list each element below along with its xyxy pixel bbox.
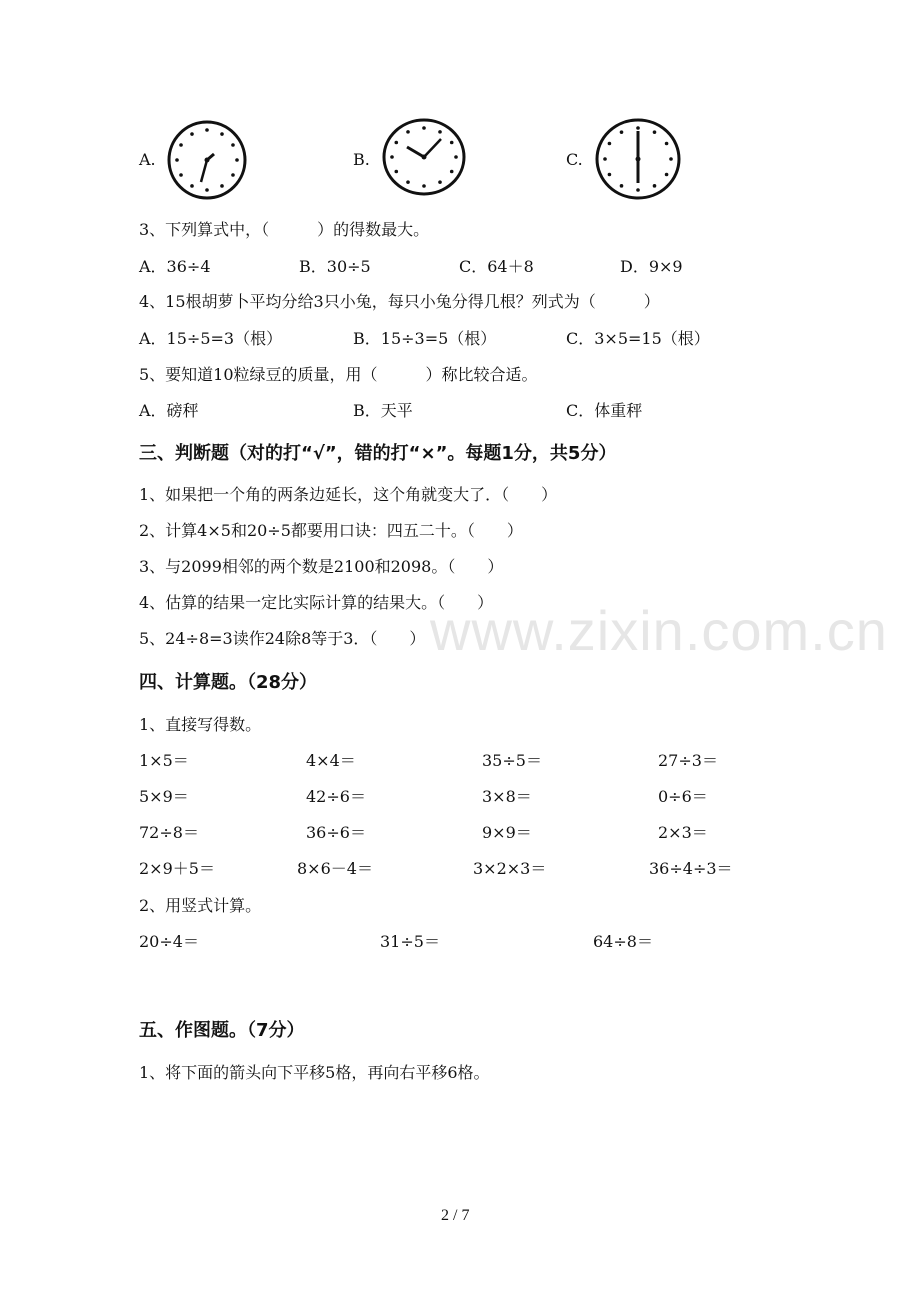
section-4-sub-2: 2、用竖式计算。 <box>139 896 262 915</box>
clock-tick <box>406 130 410 134</box>
judge-item-3: 3、与2099相邻的两个数是2100和2098。（ ） <box>139 557 504 576</box>
calc-r2-c4: 0÷6＝ <box>658 787 708 806</box>
clock-tick <box>190 184 194 188</box>
calc-r1-c3: 35÷5＝ <box>482 751 542 770</box>
clock-tick <box>235 158 239 162</box>
clock-tick <box>636 188 640 192</box>
q3-option-c: C．64＋8 <box>459 257 534 276</box>
q3-option-d: D．9×9 <box>620 257 683 276</box>
clock-tick <box>438 130 442 134</box>
clock-tick <box>394 141 398 145</box>
calc-r4-c1: 2×9＋5＝ <box>139 859 215 878</box>
clock-tick <box>406 180 410 184</box>
q3-option-b: B．30÷5 <box>299 257 371 276</box>
calc-r3-c1: 72÷8＝ <box>139 823 199 842</box>
clock-tick <box>608 142 612 146</box>
calc-r1-c2: 4×4＝ <box>306 751 356 770</box>
calc-r1-c4: 27÷3＝ <box>658 751 718 770</box>
clock-tick <box>220 132 224 136</box>
question-3: 3、下列算式中，（ ）的得数最大。 <box>139 220 430 239</box>
clock-tick <box>620 184 624 188</box>
clock-tick <box>231 173 235 177</box>
section-4-title: 四、计算题。（28分） <box>139 672 318 693</box>
clock-tick <box>179 143 183 147</box>
clock-icon-b <box>381 117 467 197</box>
clock-b-minute-hand <box>424 139 441 157</box>
clock-tick <box>665 173 669 177</box>
clock-tick <box>603 157 607 161</box>
calc-r4-c4: 36÷4÷3＝ <box>649 859 733 878</box>
calc-r3-c2: 36÷6＝ <box>306 823 366 842</box>
clock-tick <box>205 128 209 132</box>
clock-tick <box>190 132 194 136</box>
calc-r4-c3: 3×2×3＝ <box>473 859 547 878</box>
clock-tick <box>450 170 454 174</box>
clock-icon-a <box>165 118 249 202</box>
clock-tick <box>394 170 398 174</box>
clock-a-minute-hand <box>201 160 207 182</box>
judge-item-4: 4、估算的结果一定比实际计算的结果大。（ ） <box>139 593 494 612</box>
option-c-label: C. <box>566 150 583 169</box>
clock-tick <box>653 184 657 188</box>
option-a-label: A. <box>139 150 156 169</box>
q5-option-b: B．天平 <box>353 401 413 420</box>
clock-tick <box>220 184 224 188</box>
q4-option-c: C．3×5=15（根） <box>566 329 710 348</box>
calc-r4-c2: 8×6－4＝ <box>297 859 373 878</box>
clock-tick <box>205 188 209 192</box>
clock-tick <box>450 141 454 145</box>
option-b-label: B. <box>353 150 370 169</box>
watermark: www.zixin.com.cn <box>430 599 888 662</box>
question-5: 5、要知道10粒绿豆的质量，用（ ）称比较合适。 <box>139 365 538 384</box>
clock-tick <box>422 184 426 188</box>
calc-r2-c1: 5×9＝ <box>139 787 189 806</box>
clock-tick <box>454 155 458 159</box>
clock-b-hour-hand <box>407 147 424 157</box>
clock-tick <box>636 126 640 130</box>
section-3-title: 三、判断题（对的打“√”，错的打“×”。每题1分，共5分） <box>139 443 617 464</box>
calc-r2-c2: 42÷6＝ <box>306 787 366 806</box>
calc-r3-c4: 2×3＝ <box>658 823 708 842</box>
q4-option-a: A．15÷5=3（根） <box>139 329 283 348</box>
q4-option-b: B．15÷3=5（根） <box>353 329 497 348</box>
section-5-title: 五、作图题。（7分） <box>139 1020 305 1041</box>
page-number: 2 / 7 <box>441 1207 470 1224</box>
judge-item-5: 5、24÷8=3读作24除8等于3．（ ） <box>139 629 426 648</box>
clock-tick <box>438 180 442 184</box>
clock-tick <box>669 157 673 161</box>
question-4: 4、15根胡萝卜平均分给3只小兔，每只小兔分得几根？列式为（ ） <box>139 292 660 311</box>
clock-tick <box>390 155 394 159</box>
clock-tick <box>231 143 235 147</box>
clock-icon-c <box>594 117 682 201</box>
clock-tick <box>422 126 426 130</box>
q5-option-a: A．磅秤 <box>139 401 199 420</box>
vertical-calc-3: 64÷8＝ <box>593 932 653 951</box>
judge-item-1: 1、如果把一个角的两条边延长，这个角就变大了．（ ） <box>139 485 558 504</box>
calc-r3-c3: 9×9＝ <box>482 823 532 842</box>
q3-option-a: A．36÷4 <box>139 257 211 276</box>
clock-tick <box>179 173 183 177</box>
clock-tick <box>620 130 624 134</box>
calc-r1-c1: 1×5＝ <box>139 751 189 770</box>
calc-r2-c3: 3×8＝ <box>482 787 532 806</box>
clock-tick <box>653 130 657 134</box>
vertical-calc-2: 31÷5＝ <box>380 932 440 951</box>
drawing-item-1: 1、将下面的箭头向下平移5格，再向右平移6格。 <box>139 1063 490 1082</box>
section-4-sub-1: 1、直接写得数。 <box>139 715 262 734</box>
judge-item-2: 2、计算4×5和20÷5都要用口诀：四五二十。（ ） <box>139 521 523 540</box>
clock-tick <box>175 158 179 162</box>
clock-tick <box>608 173 612 177</box>
clock-tick <box>665 142 669 146</box>
vertical-calc-1: 20÷4＝ <box>139 932 199 951</box>
q5-option-c: C．体重秤 <box>566 401 643 420</box>
